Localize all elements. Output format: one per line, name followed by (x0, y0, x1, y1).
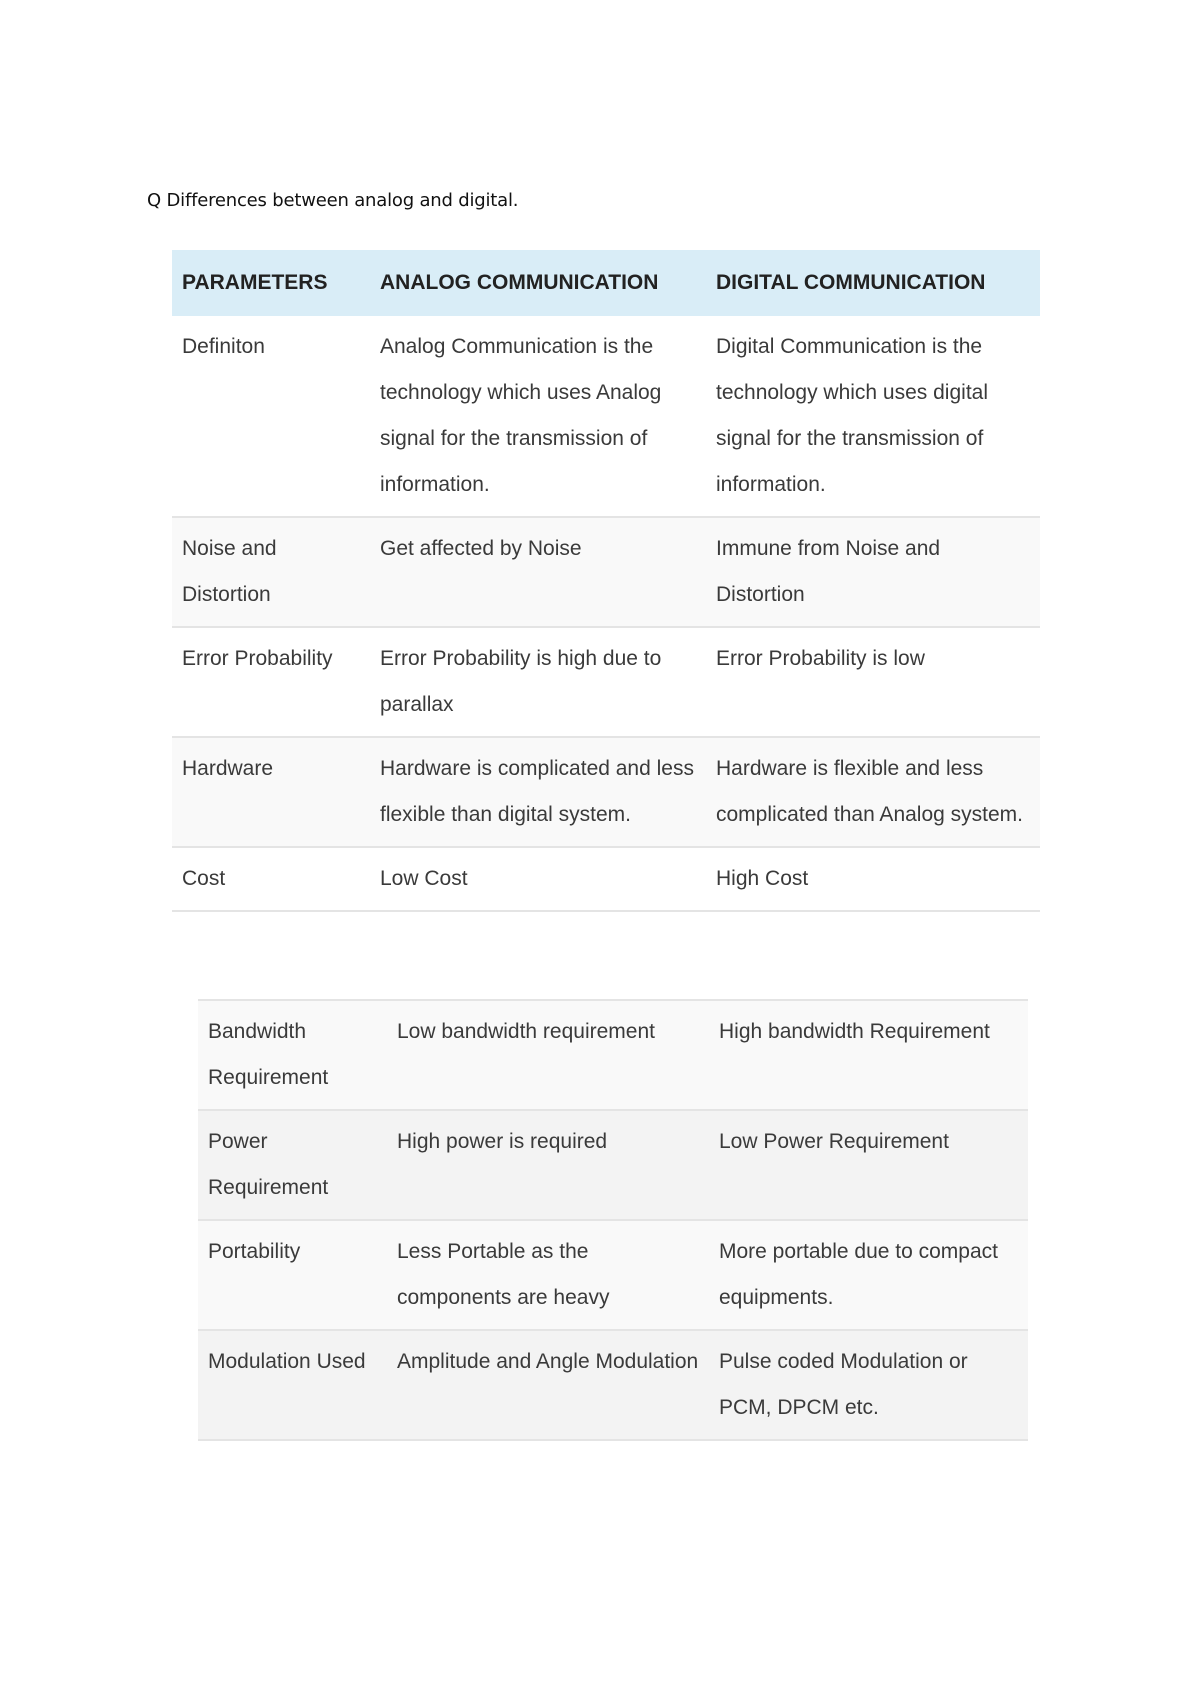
comparison-table (172, 250, 1040, 912)
cell-analog: Hardware is complicated and less flexible than digital system. (380, 757, 694, 826)
cell-analog: Low bandwidth requirement (397, 1020, 655, 1043)
table-row (198, 1000, 1028, 1110)
cell-parameter: Definiton (182, 335, 265, 358)
header-analog: ANALOG COMMUNICATION (370, 250, 706, 316)
cell-digital: More portable due to compact equipments. (719, 1240, 998, 1309)
cell-analog: Get affected by Noise (380, 537, 582, 560)
cell-digital: Immune from Noise and Distortion (716, 537, 941, 606)
table-row (198, 1220, 1028, 1330)
header-digital: DIGITAL COMMUNICATION (706, 250, 1040, 316)
cell-analog: Error Probability is high due to parallax (380, 647, 662, 716)
cell-analog: Low Cost (380, 867, 468, 890)
table-row (172, 627, 1040, 737)
table-header-row (172, 250, 1040, 316)
header-parameters: PARAMETERS (172, 250, 370, 316)
cell-parameter: Cost (182, 867, 226, 890)
table-row (172, 737, 1040, 847)
cell-parameter: Power Requirement (208, 1130, 329, 1199)
cell-digital: Low Power Requirement (719, 1130, 949, 1153)
cell-digital: Error Probability is low (716, 647, 925, 670)
cell-parameter: Portability (208, 1240, 301, 1263)
cell-digital: High bandwidth Requirement (719, 1020, 990, 1043)
cell-analog: Analog Communication is the technology which uses Analog signal for the transmission of information. (380, 335, 662, 496)
table-row (198, 1330, 1028, 1440)
cell-parameter: Noise and Distortion (182, 537, 277, 606)
table-row (172, 847, 1040, 911)
cell-parameter: Bandwidth Requirement (208, 1020, 329, 1089)
table-row (172, 517, 1040, 627)
cell-analog: Amplitude and Angle Modulation (397, 1350, 699, 1373)
table-row (172, 316, 1040, 517)
cell-digital: Hardware is flexible and less complicated than Analog system. (716, 757, 1024, 826)
cell-parameter: Error Probability (182, 647, 333, 670)
cell-digital: Digital Communication is the technology which uses digital signal for the transmission of information. (716, 335, 988, 496)
cell-digital: Pulse coded Modulation or PCM, DPCM etc. (719, 1350, 968, 1419)
table-row (198, 1110, 1028, 1220)
cell-parameter: Modulation Used (208, 1350, 366, 1373)
cell-parameter: Hardware (182, 757, 274, 780)
comparison-table-continued (198, 999, 1028, 1441)
cell-analog: High power is required (397, 1130, 608, 1153)
cell-digital: High Cost (716, 867, 809, 890)
cell-analog: Less Portable as the components are heavy (397, 1240, 610, 1309)
question-heading: Q Differences between analog and digital. (147, 190, 519, 211)
